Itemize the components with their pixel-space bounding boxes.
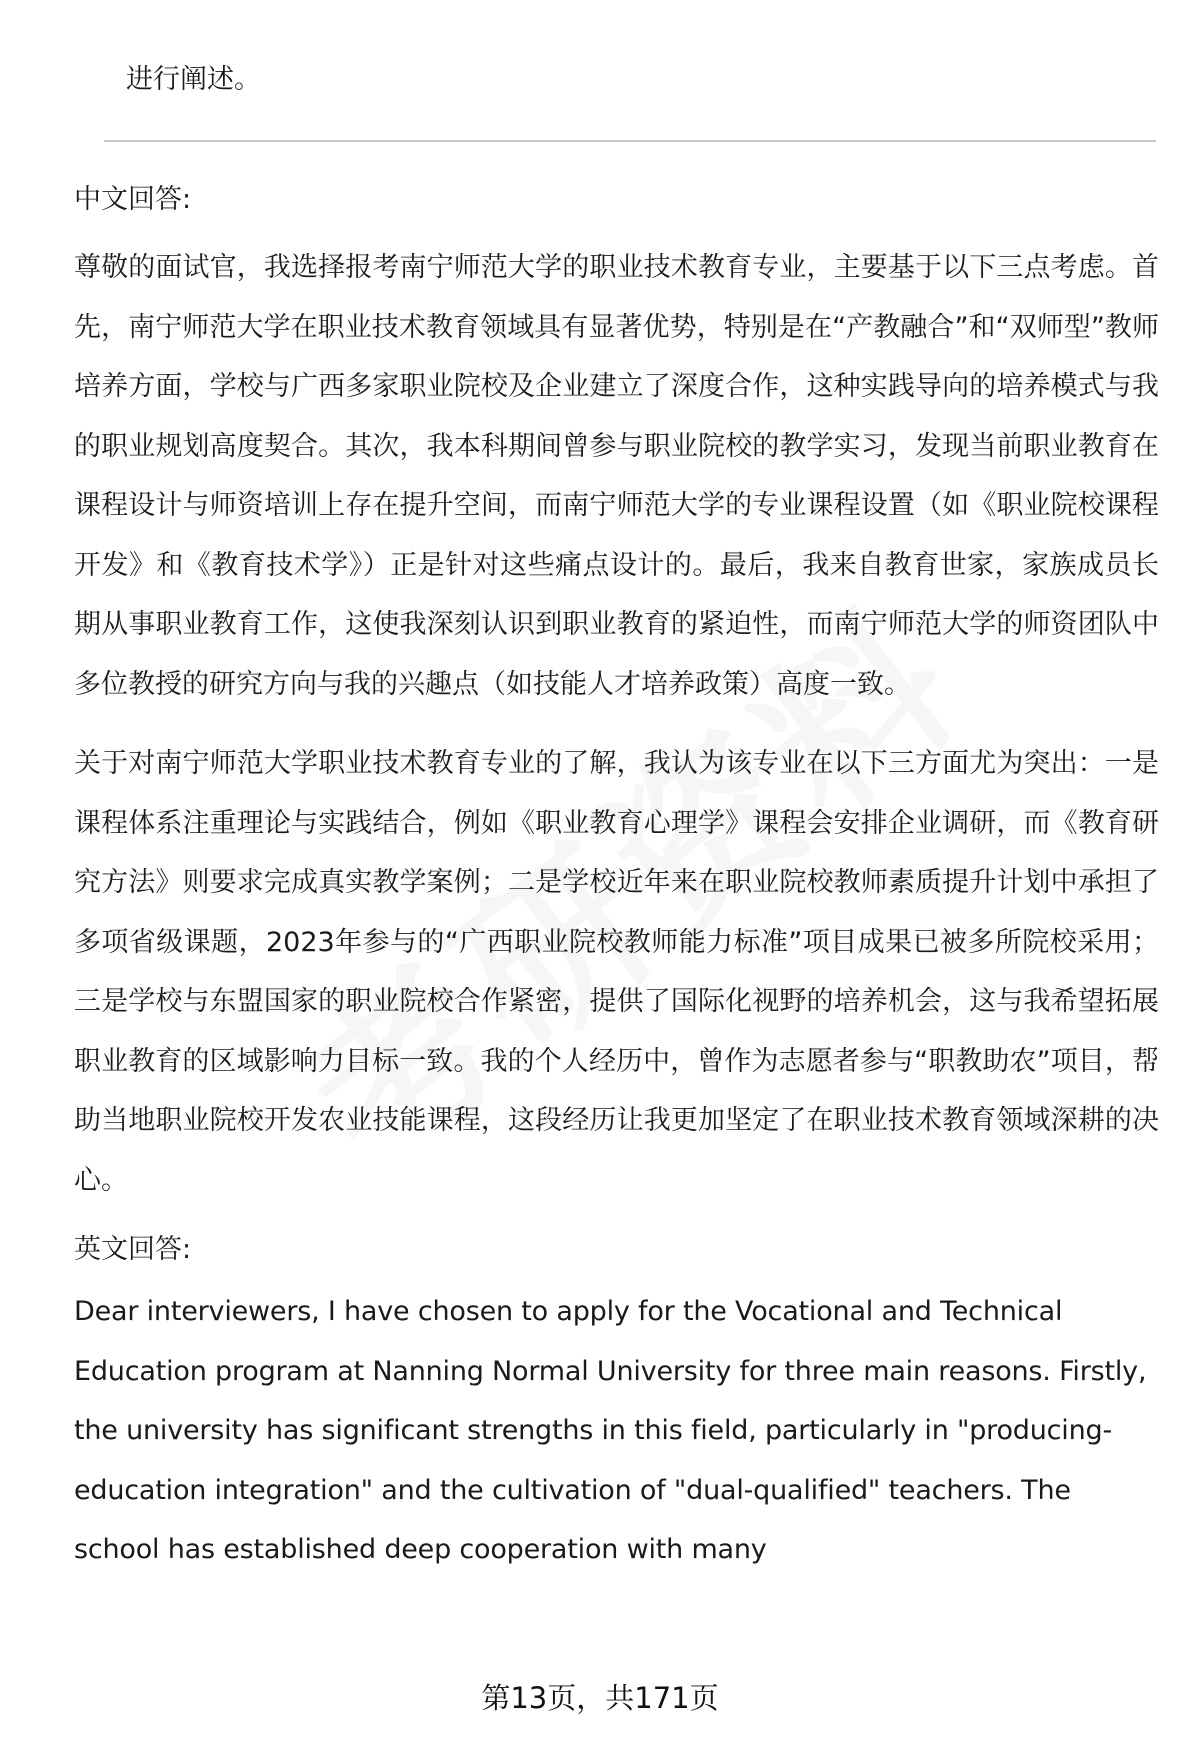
english-answer-label: 英文回答: [74, 1234, 192, 1265]
chinese-paragraph-2: 关于对南宁师范大学职业技术教育专业的了解，我认为该专业在以下三方面尤为突出：一是课程体系注重理论与实践结合，例如《职业教育心理学》课程会安排企业调研，而《教育研究方法》则要求完成真实教学案例；二是学校近年来在职业院校教师素质提升计划中承担了多项省级课题，2023年参与的“广西职业院校教师能力标准”项目成果已被多所院校采用；三是学校与东盟国家的职业院校合作紧密，提供了国际化视野的培养机会，这与我希望拓展职业教育的区域影响力目标一致。我的个人经历中，曾作为志愿者参与“职教助农”项目，帮助当地职业院校开发农业技能课程，这段经历让我更加坚定了在职业技术教育领域深耕的决心。 [74, 748, 1159, 1196]
section-divider [104, 140, 1156, 142]
english-paragraph: Dear interviewers, I have chosen to apply for the Vocational and Technical Education program at Nanning Normal University for three main reasons. Firstly, the university has significant strengths in this field, particularly in "producing-education integration" and the cultivation of "dual-qualified" teachers. The school has established deep cooperation with many [74, 1296, 1147, 1565]
page-number-footer: 第13页，共171页 [481, 1681, 719, 1715]
intro-line: 进行阐述。 [126, 64, 261, 95]
chinese-answer-label: 中文回答: [74, 184, 192, 215]
chinese-paragraph-1: 尊敬的面试官，我选择报考南宁师范大学的职业技术教育专业，主要基于以下三点考虑。首先，南宁师范大学在职业技术教育领域具有显著优势，特别是在“产教融合”和“双师型”教师培养方面，学校与广西多家职业院校及企业建立了深度合作，这种实践导向的培养模式与我的职业规划高度契合。其次，我本科期间曾参与职业院校的教学实习，发现当前职业教育在课程设计与师资培训上存在提升空间，而南宁师范大学的专业课程设置（如《职业院校课程开发》和《教育技术学》）正是针对这些痛点设计的。最后，我来自教育世家，家族成员长期从事职业教育工作，这使我深刻认识到职业教育的紧迫性，而南宁师范大学的师资团队中多位教授的研究方向与我的兴趣点（如技能人才培养政策）高度一致。 [74, 252, 1159, 700]
answer-content [74, 180, 1159, 1600]
